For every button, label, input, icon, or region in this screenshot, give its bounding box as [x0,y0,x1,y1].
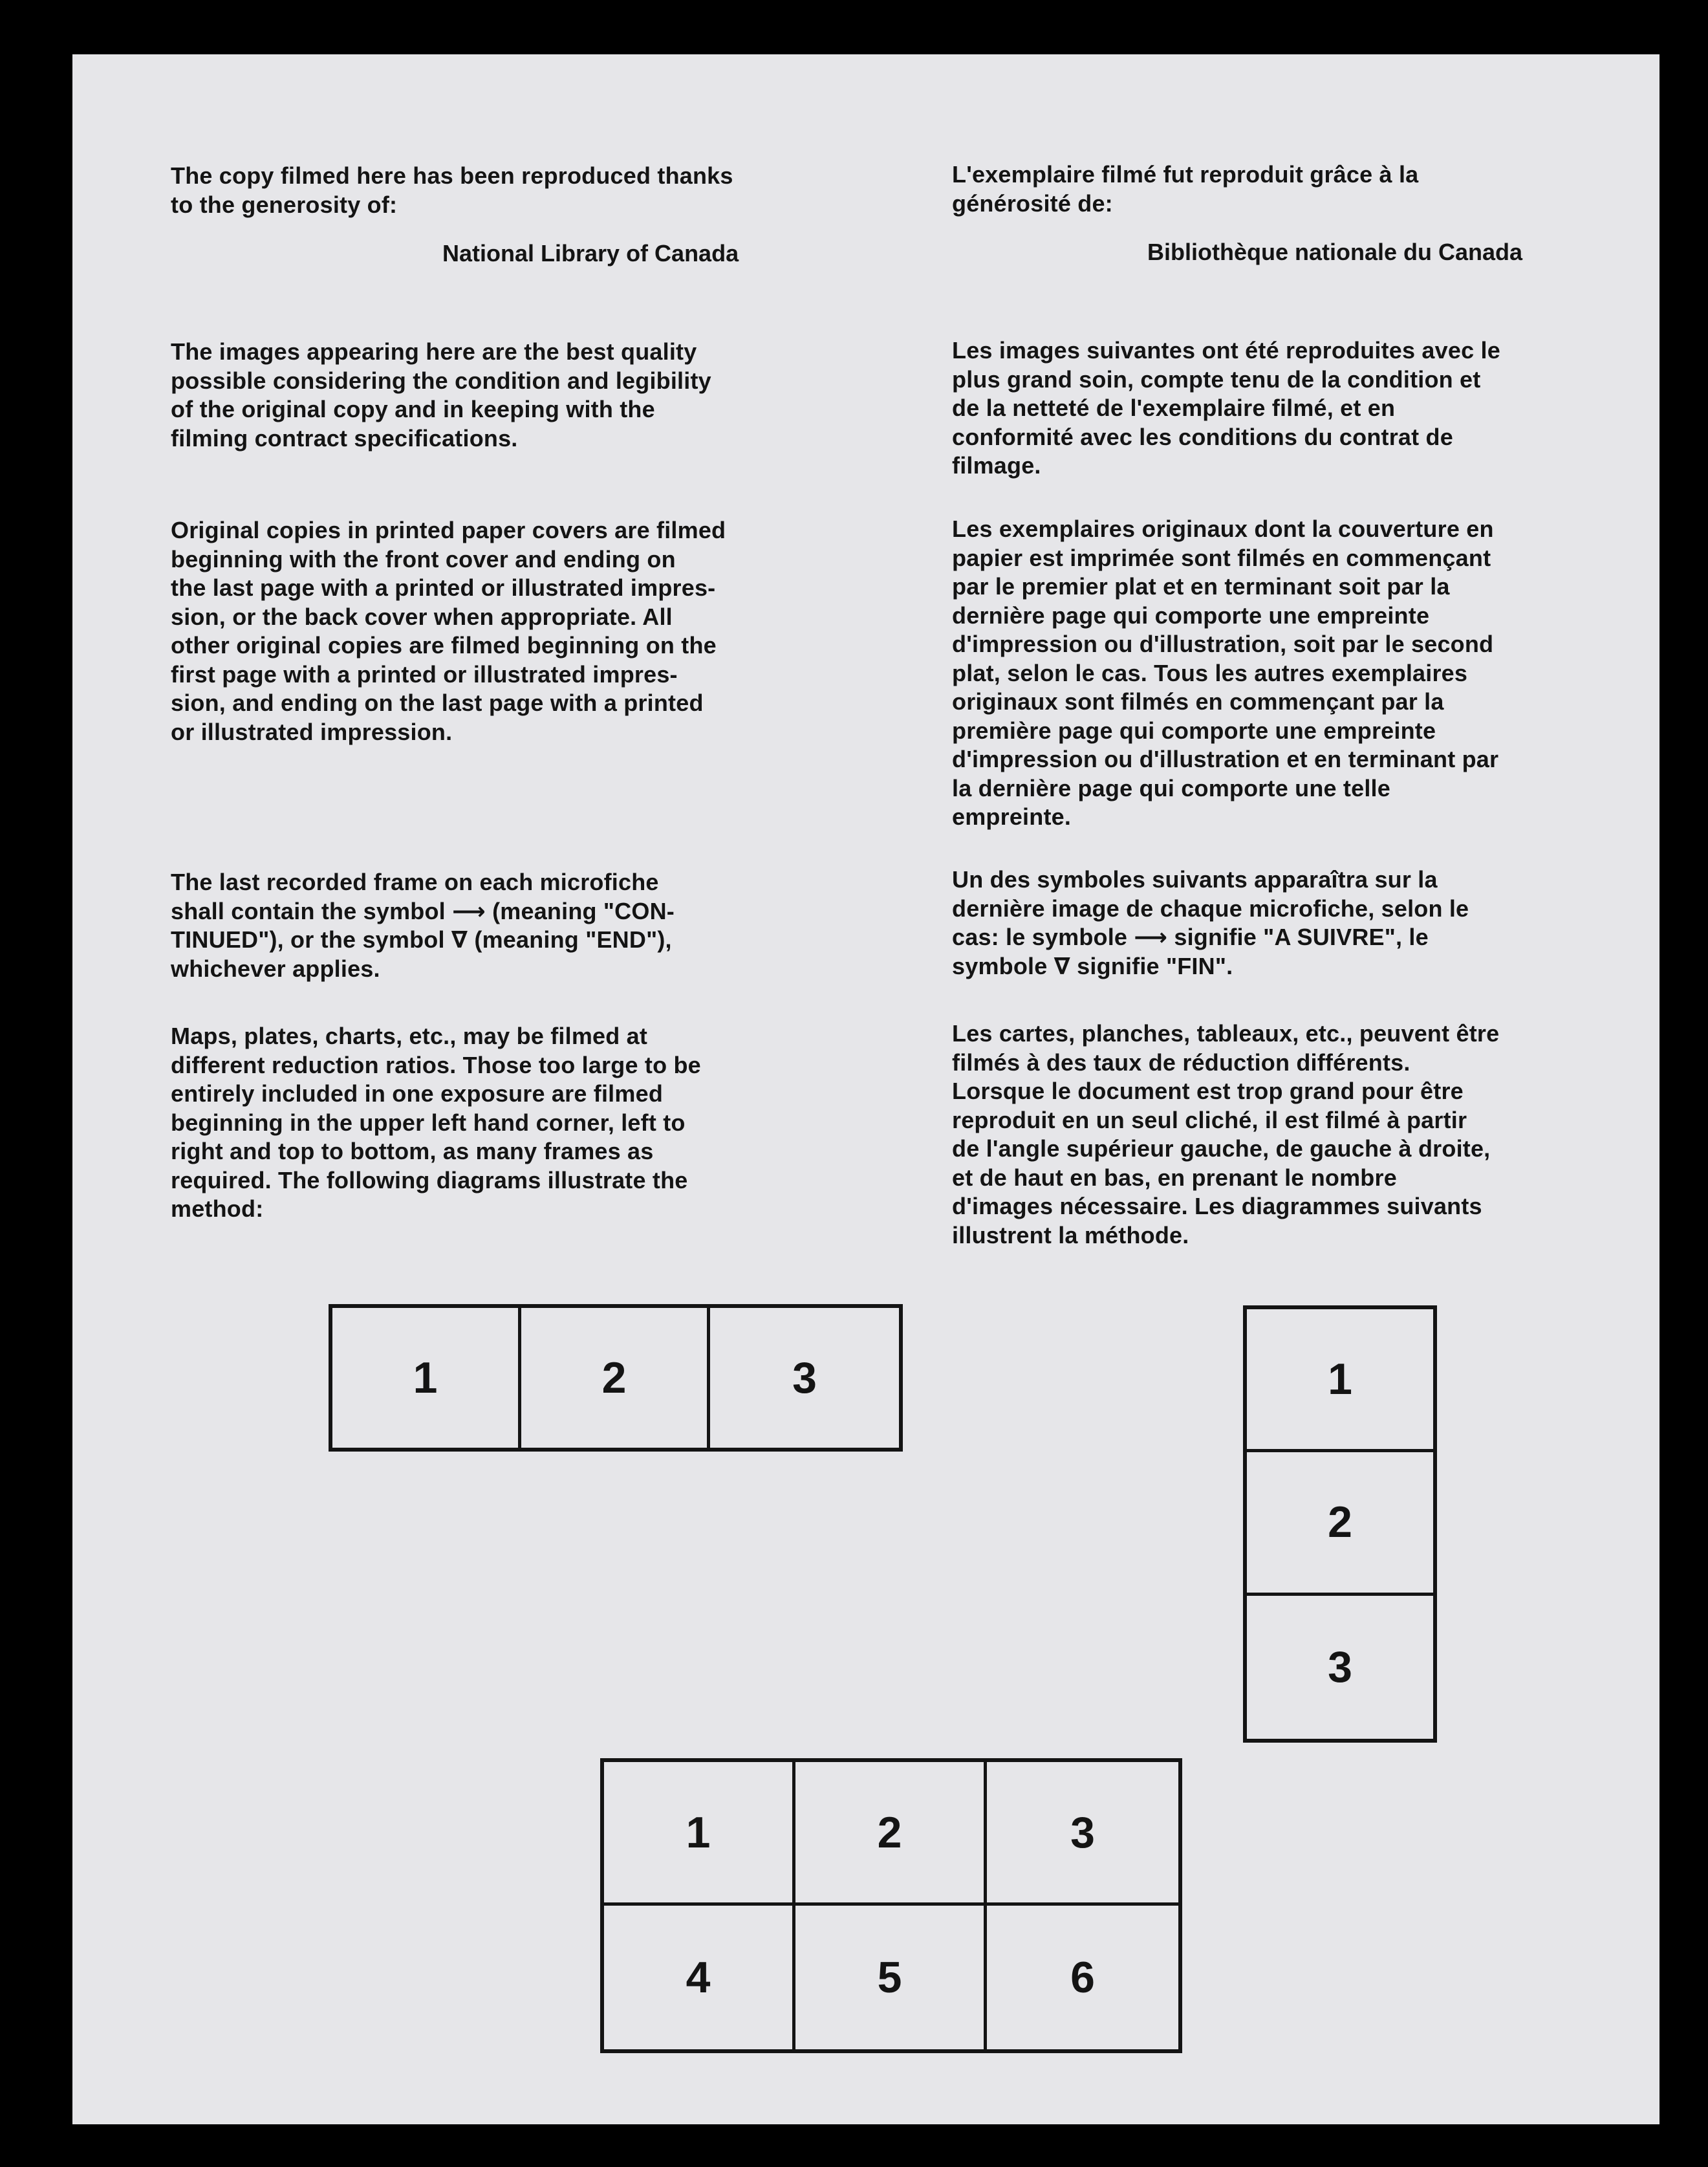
english-library-credit: National Library of Canada [442,240,739,267]
french-image-quality-note: Les images suivantes ont été reproduites avec le plus grand soin, compte tenu de la condition et de la netteté de l'exemplaire filmé, et en conformité avec les conditions du contrat de filmage. [952,337,1500,479]
english-intro: The copy filmed here has been reproduced thanks to the generosity of: [171,162,733,218]
frame-cell: 1 [332,1308,521,1448]
frame-cell: 3 [792,1353,817,1402]
grid-frame-diagram [600,1758,1182,2053]
horizontal-frame-diagram [329,1304,903,1452]
frame-cell: 2 [795,1762,987,1906]
frame-cell: 1 [1247,1309,1433,1452]
frame-cell: 2 [521,1308,710,1448]
vertical-frame-diagram [1243,1305,1437,1743]
french-intro: L'exemplaire filmé fut reproduit grâce à la générosité de: [952,161,1419,217]
french-original-copies-note: Les exemplaires originaux dont la couverture en papier est imprimée sont filmés en commençant par le premier plat et en terminant soit par la dernière page qui comporte une empreinte d'impression ou d'illustration, soit par le second plat, selon le cas. Tous les autres exemplaires originaux sont filmés en commençant par la première page qui comporte une empreinte d'impression ou d'illustration et en terminant par la dernière page qui comporte une telle empreinte. [952,516,1499,830]
document-page [72,54,1659,2124]
frame-cell: 3 [1328,1642,1352,1692]
frame-cell: 6 [1070,1953,1095,2002]
frame-cell: 3 [987,1762,1178,1906]
english-original-copies-note: Original copies in printed paper covers are filmed beginning with the front cover and ending on the last page with a printed or illustrated impres- sion, or the back cover when appropriate. All other original copies are filmed beginning on the first page with a printed or illustrated impres- sion, and ending on the last page with a printed or illustrated impression. [171,517,726,745]
frame-cell: 4 [604,1906,795,2049]
frame-cell: 5 [795,1906,987,2049]
french-maps-note: Les cartes, planches, tableaux, etc., peuvent être filmés à des taux de réduction différents. Lorsque le document est trop grand pour être reproduit en un seul cliché, il est filmé à partir de l'angle supérieur gauche, de gauche à droite, et de haut en bas, en prenant le nombre d'images nécessaire. Les diagrammes suivants illustrent la méthode. [952,1020,1500,1248]
french-library-credit: Bibliothèque nationale du Canada [1147,239,1523,265]
english-image-quality-note: The images appearing here are the best quality possible considering the condition and legibility of the original copy and in keeping with the filming contract specifications. [171,338,711,452]
frame-cell: 1 [604,1762,795,1906]
english-maps-note: Maps, plates, charts, etc., may be filmed at different reduction ratios. Those too large to be entirely included in one exposure are filmed beginning in the upper left hand corner, left to right and top to bottom, as many frames as required. The following diagrams illustrate the method: [171,1023,701,1222]
french-symbols-note: Un des symboles suivants apparaîtra sur la dernière image de chaque microfiche, selon le cas: le symbole ⟶ signifie "A SUIVRE", le symbole ∇ signifie "FIN". [952,866,1469,979]
english-symbols-note: The last recorded frame on each microfiche shall contain the symbol ⟶ (meaning "CON- TINUED"), or the symbol ∇ (meaning "END"), whichever applies. [171,869,675,982]
frame-cell: 2 [1247,1452,1433,1595]
